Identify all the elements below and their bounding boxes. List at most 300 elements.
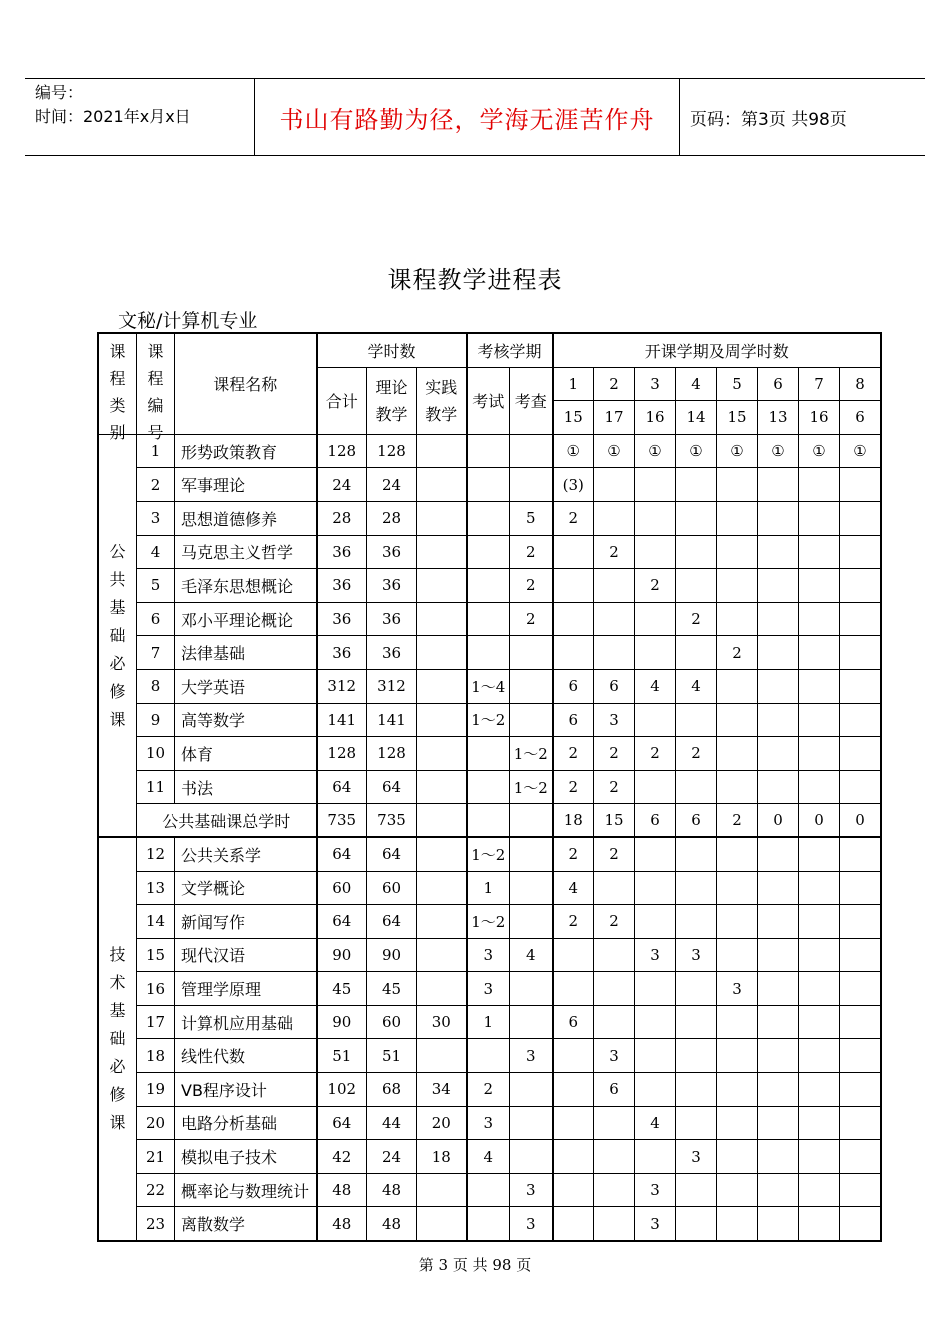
table-row <box>99 535 881 569</box>
semester-2: 2 <box>594 367 635 401</box>
exam-semester: 1～2 <box>467 703 510 737</box>
table-row <box>99 837 881 871</box>
subtotal-semester-cell: 18 <box>553 804 594 838</box>
check-semester: 3 <box>510 1207 553 1241</box>
course-name: 公共关系学 <box>175 837 317 871</box>
semester-hours-cell <box>676 1106 717 1140</box>
hours-practice <box>417 770 467 804</box>
semester-hours-cell <box>553 1173 594 1207</box>
semester-hours-cell: 2 <box>553 905 594 939</box>
table-header-row <box>99 334 881 368</box>
semester-hours-cell <box>758 1005 799 1039</box>
hours-total: 28 <box>317 501 367 535</box>
semester-hours-cell <box>717 737 758 771</box>
semester-hours-cell <box>717 1173 758 1207</box>
table-row <box>99 1173 881 1207</box>
semester-1: 1 <box>553 367 594 401</box>
semester-hours-cell: ① <box>553 434 594 468</box>
course-number: 9 <box>137 703 175 737</box>
header-page-info: 页码：第3页 共98页 <box>690 109 847 130</box>
subtotal-practice <box>417 804 467 838</box>
semester-hours-cell <box>676 501 717 535</box>
weeks-6: 13 <box>758 401 799 435</box>
semester-hours-cell: 3 <box>594 1039 635 1073</box>
semester-hours-cell <box>635 703 676 737</box>
category-cell <box>99 434 137 837</box>
semester-7: 7 <box>799 367 840 401</box>
semester-hours-cell <box>594 871 635 905</box>
hours-total: 36 <box>317 569 367 603</box>
semester-hours-cell <box>717 1106 758 1140</box>
semester-hours-cell <box>676 636 717 670</box>
course-name: 体育 <box>175 737 317 771</box>
exam-semester <box>467 770 510 804</box>
semester-hours-cell <box>758 1039 799 1073</box>
header-total: 合计 <box>317 367 367 434</box>
header-name: 课程名称 <box>175 334 317 435</box>
course-number: 20 <box>137 1106 175 1140</box>
check-semester: 1～2 <box>510 737 553 771</box>
hours-practice <box>417 938 467 972</box>
hours-total: 48 <box>317 1173 367 1207</box>
semester-hours-cell <box>553 535 594 569</box>
semester-hours-cell <box>840 669 881 703</box>
check-semester <box>510 1073 553 1107</box>
page-header <box>25 78 925 156</box>
semester-hours-cell: ① <box>676 434 717 468</box>
semester-hours-cell: 3 <box>635 938 676 972</box>
hours-practice <box>417 703 467 737</box>
semester-hours-cell: 2 <box>717 636 758 670</box>
check-semester <box>510 1005 553 1039</box>
hours-theory: 24 <box>367 468 417 502</box>
semester-hours-cell <box>758 1073 799 1107</box>
course-number: 8 <box>137 669 175 703</box>
semester-hours-cell <box>717 871 758 905</box>
hours-total: 36 <box>317 535 367 569</box>
semester-hours-cell <box>840 1140 881 1174</box>
course-number: 16 <box>137 972 175 1006</box>
semester-hours-cell <box>553 1140 594 1174</box>
weeks-3: 16 <box>635 401 676 435</box>
semester-hours-cell: ① <box>758 434 799 468</box>
semester-hours-cell: 2 <box>594 737 635 771</box>
semester-hours-cell <box>840 1039 881 1073</box>
subtotal-row <box>99 804 881 838</box>
hours-theory: 312 <box>367 669 417 703</box>
semester-hours-cell: 2 <box>594 905 635 939</box>
subtotal-semester-cell: 15 <box>594 804 635 838</box>
semester-hours-cell <box>635 905 676 939</box>
exam-semester <box>467 501 510 535</box>
semester-hours-cell <box>676 569 717 603</box>
exam-semester: 1～2 <box>467 837 510 871</box>
semester-hours-cell: 6 <box>553 669 594 703</box>
exam-semester <box>467 569 510 603</box>
course-name: 书法 <box>175 770 317 804</box>
hours-practice <box>417 905 467 939</box>
subtotal-semester-cell: 6 <box>635 804 676 838</box>
table-row <box>99 770 881 804</box>
hours-theory: 128 <box>367 434 417 468</box>
exam-semester <box>467 1207 510 1241</box>
semester-hours-cell <box>799 1005 840 1039</box>
header-divider <box>679 79 680 155</box>
semester-hours-cell: 3 <box>717 972 758 1006</box>
course-number: 23 <box>137 1207 175 1241</box>
exam-semester <box>467 535 510 569</box>
hours-practice <box>417 737 467 771</box>
check-semester <box>510 703 553 737</box>
category-cell <box>99 837 137 1240</box>
semester-hours-cell <box>799 535 840 569</box>
exam-semester: 1 <box>467 1005 510 1039</box>
semester-hours-cell <box>758 871 799 905</box>
semester-hours-cell: 6 <box>594 1073 635 1107</box>
hours-practice <box>417 1039 467 1073</box>
semester-hours-cell <box>799 905 840 939</box>
check-semester <box>510 1106 553 1140</box>
semester-hours-cell <box>799 737 840 771</box>
semester-hours-cell <box>594 938 635 972</box>
category-label: 技术基础必修课 <box>109 945 126 1133</box>
semester-hours-cell: 2 <box>635 569 676 603</box>
exam-semester: 2 <box>467 1073 510 1107</box>
exam-semester <box>467 737 510 771</box>
semester-hours-cell <box>758 837 799 871</box>
course-name: 概率论与数理统计 <box>175 1173 317 1207</box>
check-semester <box>510 636 553 670</box>
semester-hours-cell <box>758 501 799 535</box>
hours-total: 102 <box>317 1073 367 1107</box>
hours-theory: 28 <box>367 501 417 535</box>
table-row <box>99 468 881 502</box>
semester-hours-cell <box>635 1073 676 1107</box>
course-name: 计算机应用基础 <box>175 1005 317 1039</box>
exam-semester: 3 <box>467 938 510 972</box>
check-semester: 3 <box>510 1173 553 1207</box>
course-name: 大学英语 <box>175 669 317 703</box>
semester-hours-cell <box>799 938 840 972</box>
semester-hours-cell <box>594 501 635 535</box>
hours-practice <box>417 837 467 871</box>
semester-hours-cell: 6 <box>553 1005 594 1039</box>
semester-hours-cell <box>799 602 840 636</box>
exam-semester <box>467 468 510 502</box>
table-row <box>99 1073 881 1107</box>
hours-practice <box>417 669 467 703</box>
hours-practice <box>417 468 467 502</box>
subtotal-semester-cell: 0 <box>799 804 840 838</box>
semester-hours-cell: 6 <box>594 669 635 703</box>
semester-hours-cell <box>553 1073 594 1107</box>
hours-theory: 128 <box>367 737 417 771</box>
check-semester <box>510 468 553 502</box>
hours-theory: 48 <box>367 1173 417 1207</box>
course-name: 马克思主义哲学 <box>175 535 317 569</box>
semester-hours-cell <box>635 1140 676 1174</box>
semester-hours-cell <box>758 1207 799 1241</box>
hours-total: 36 <box>317 636 367 670</box>
header-code-text: 课程编号 <box>147 342 164 442</box>
course-name: 新闻写作 <box>175 905 317 939</box>
subtotal-semester-cell: 6 <box>676 804 717 838</box>
semester-hours-cell: 2 <box>594 770 635 804</box>
semester-hours-cell <box>799 770 840 804</box>
semester-hours-cell: 2 <box>553 837 594 871</box>
semester-hours-cell <box>799 501 840 535</box>
header-practice-text: 实践教学 <box>425 377 458 424</box>
semester-hours-cell <box>840 837 881 871</box>
header-motto: 书山有路勤为径，学海无涯苦作舟 <box>279 105 655 134</box>
semester-hours-cell <box>717 468 758 502</box>
semester-hours-cell <box>758 1173 799 1207</box>
hours-total: 312 <box>317 669 367 703</box>
semester-hours-cell: 3 <box>594 703 635 737</box>
hours-theory: 64 <box>367 770 417 804</box>
semester-8: 8 <box>840 367 881 401</box>
semester-hours-cell <box>676 703 717 737</box>
semester-hours-cell <box>594 1173 635 1207</box>
semester-hours-cell <box>799 1173 840 1207</box>
semester-hours-cell <box>799 1207 840 1241</box>
semester-hours-cell <box>840 770 881 804</box>
hours-total: 64 <box>317 770 367 804</box>
semester-5: 5 <box>717 367 758 401</box>
hours-practice: 30 <box>417 1005 467 1039</box>
subtotal-exam <box>467 804 510 838</box>
exam-semester <box>467 1173 510 1207</box>
semester-hours-cell <box>594 468 635 502</box>
hours-total: 90 <box>317 1005 367 1039</box>
hours-total: 24 <box>317 468 367 502</box>
hours-practice <box>417 434 467 468</box>
semester-hours-cell <box>758 905 799 939</box>
course-number: 17 <box>137 1005 175 1039</box>
hours-theory: 45 <box>367 972 417 1006</box>
subtotal-check <box>510 804 553 838</box>
check-semester: 5 <box>510 501 553 535</box>
table-row <box>99 1106 881 1140</box>
semester-hours-cell <box>635 1005 676 1039</box>
table-row <box>99 1207 881 1241</box>
semester-hours-cell <box>553 569 594 603</box>
header-code <box>137 334 175 442</box>
semester-hours-cell <box>840 1005 881 1039</box>
semester-hours-cell <box>717 1005 758 1039</box>
semester-hours-cell <box>676 972 717 1006</box>
check-semester <box>510 905 553 939</box>
weeks-2: 17 <box>594 401 635 435</box>
course-name: 形势政策教育 <box>175 434 317 468</box>
semester-hours-cell: 2 <box>553 501 594 535</box>
semester-hours-cell: 4 <box>676 669 717 703</box>
semester-hours-cell <box>553 1207 594 1241</box>
course-name: 法律基础 <box>175 636 317 670</box>
check-semester <box>510 972 553 1006</box>
semester-hours-cell <box>840 703 881 737</box>
semester-hours-cell <box>676 1207 717 1241</box>
semester-hours-cell <box>717 905 758 939</box>
semester-hours-cell <box>758 535 799 569</box>
hours-theory: 141 <box>367 703 417 737</box>
subtotal-label: 公共基础课总学时 <box>137 804 317 838</box>
hours-theory: 36 <box>367 602 417 636</box>
subtotal-semester-cell: 0 <box>840 804 881 838</box>
course-number: 10 <box>137 737 175 771</box>
semester-hours-cell: 4 <box>553 871 594 905</box>
hours-theory: 36 <box>367 636 417 670</box>
semester-hours-cell: 3 <box>676 938 717 972</box>
semester-hours-cell <box>758 938 799 972</box>
course-number: 14 <box>137 905 175 939</box>
hours-practice: 20 <box>417 1106 467 1140</box>
semester-hours-cell <box>676 770 717 804</box>
semester-hours-cell: 4 <box>635 1106 676 1140</box>
semester-hours-cell: 3 <box>635 1207 676 1241</box>
course-name: VB程序设计 <box>175 1073 317 1107</box>
course-name: 思想道德修养 <box>175 501 317 535</box>
course-number: 19 <box>137 1073 175 1107</box>
semester-hours-cell <box>717 569 758 603</box>
semester-hours-cell <box>799 569 840 603</box>
semester-hours-cell: (3) <box>553 468 594 502</box>
check-semester <box>510 434 553 468</box>
course-number: 15 <box>137 938 175 972</box>
weeks-4: 14 <box>676 401 717 435</box>
semester-hours-cell <box>758 737 799 771</box>
semester-hours-cell <box>799 972 840 1006</box>
semester-hours-cell <box>717 1140 758 1174</box>
semester-6: 6 <box>758 367 799 401</box>
semester-hours-cell <box>758 1106 799 1140</box>
course-number: 7 <box>137 636 175 670</box>
header-assessment-group: 考核学期 <box>467 334 553 368</box>
hours-theory: 24 <box>367 1140 417 1174</box>
semester-hours-cell <box>717 669 758 703</box>
table-row <box>99 1039 881 1073</box>
hours-theory: 60 <box>367 1005 417 1039</box>
course-number: 18 <box>137 1039 175 1073</box>
semester-hours-cell <box>717 535 758 569</box>
header-exam: 考试 <box>467 367 510 434</box>
semester-hours-cell <box>717 1039 758 1073</box>
semester-hours-cell <box>758 468 799 502</box>
semester-hours-cell <box>676 905 717 939</box>
semester-hours-cell: 2 <box>676 602 717 636</box>
semester-hours-cell <box>717 938 758 972</box>
subtotal-theory: 735 <box>367 804 417 838</box>
document-title: 课程教学进程表 <box>387 266 563 294</box>
semester-hours-cell <box>594 972 635 1006</box>
table-row <box>99 737 881 771</box>
course-name: 现代汉语 <box>175 938 317 972</box>
semester-hours-cell <box>799 871 840 905</box>
semester-hours-cell <box>717 1207 758 1241</box>
semester-hours-cell: 4 <box>635 669 676 703</box>
hours-theory: 44 <box>367 1106 417 1140</box>
semester-hours-cell <box>758 602 799 636</box>
hours-total: 128 <box>317 434 367 468</box>
table-row <box>99 636 881 670</box>
check-semester <box>510 669 553 703</box>
course-name: 电路分析基础 <box>175 1106 317 1140</box>
semester-hours-cell <box>799 1106 840 1140</box>
table-row <box>99 669 881 703</box>
table-row <box>99 703 881 737</box>
semester-hours-cell <box>758 569 799 603</box>
course-name: 毛泽东思想概论 <box>175 569 317 603</box>
course-name: 军事理论 <box>175 468 317 502</box>
hours-total: 51 <box>317 1039 367 1073</box>
header-meta <box>35 81 255 129</box>
semester-hours-cell <box>676 1005 717 1039</box>
semester-hours-cell <box>635 1039 676 1073</box>
semester-hours-cell <box>676 535 717 569</box>
table-row <box>99 938 881 972</box>
check-semester: 2 <box>510 602 553 636</box>
hours-practice <box>417 501 467 535</box>
exam-semester: 1 <box>467 871 510 905</box>
check-semester: 1～2 <box>510 770 553 804</box>
hours-total: 128 <box>317 737 367 771</box>
semester-hours-cell <box>840 501 881 535</box>
semester-hours-cell <box>840 1106 881 1140</box>
exam-semester: 1～4 <box>467 669 510 703</box>
semester-4: 4 <box>676 367 717 401</box>
hours-theory: 36 <box>367 535 417 569</box>
semester-hours-cell <box>840 972 881 1006</box>
hours-practice <box>417 1207 467 1241</box>
semester-hours-cell <box>840 602 881 636</box>
hours-theory: 48 <box>367 1207 417 1241</box>
header-practice <box>417 367 467 434</box>
course-number: 21 <box>137 1140 175 1174</box>
semester-hours-cell <box>635 501 676 535</box>
hours-practice <box>417 569 467 603</box>
semester-hours-cell: 2 <box>594 535 635 569</box>
page-footer: 第 3 页 共 98 页 <box>418 1256 532 1274</box>
table-row <box>99 905 881 939</box>
semester-hours-cell <box>635 535 676 569</box>
semester-hours-cell <box>553 636 594 670</box>
semester-hours-cell <box>840 871 881 905</box>
semester-hours-cell <box>676 871 717 905</box>
hours-theory: 64 <box>367 837 417 871</box>
semester-hours-cell <box>553 1106 594 1140</box>
semester-hours-cell <box>553 602 594 636</box>
course-number: 6 <box>137 602 175 636</box>
semester-hours-cell: 2 <box>594 837 635 871</box>
semester-hours-cell <box>676 1173 717 1207</box>
semester-hours-cell <box>758 669 799 703</box>
check-semester: 2 <box>510 535 553 569</box>
semester-hours-cell <box>553 972 594 1006</box>
table-row <box>99 1005 881 1039</box>
subtotal-semester-cell: 0 <box>758 804 799 838</box>
weeks-7: 16 <box>799 401 840 435</box>
semester-hours-cell <box>840 1173 881 1207</box>
semester-hours-cell: ① <box>594 434 635 468</box>
semester-hours-cell <box>840 1207 881 1241</box>
semester-hours-cell <box>594 1106 635 1140</box>
semester-hours-cell <box>840 905 881 939</box>
semester-hours-cell <box>635 602 676 636</box>
check-semester: 3 <box>510 1039 553 1073</box>
hours-practice <box>417 636 467 670</box>
semester-hours-cell <box>553 938 594 972</box>
hours-total: 48 <box>317 1207 367 1241</box>
